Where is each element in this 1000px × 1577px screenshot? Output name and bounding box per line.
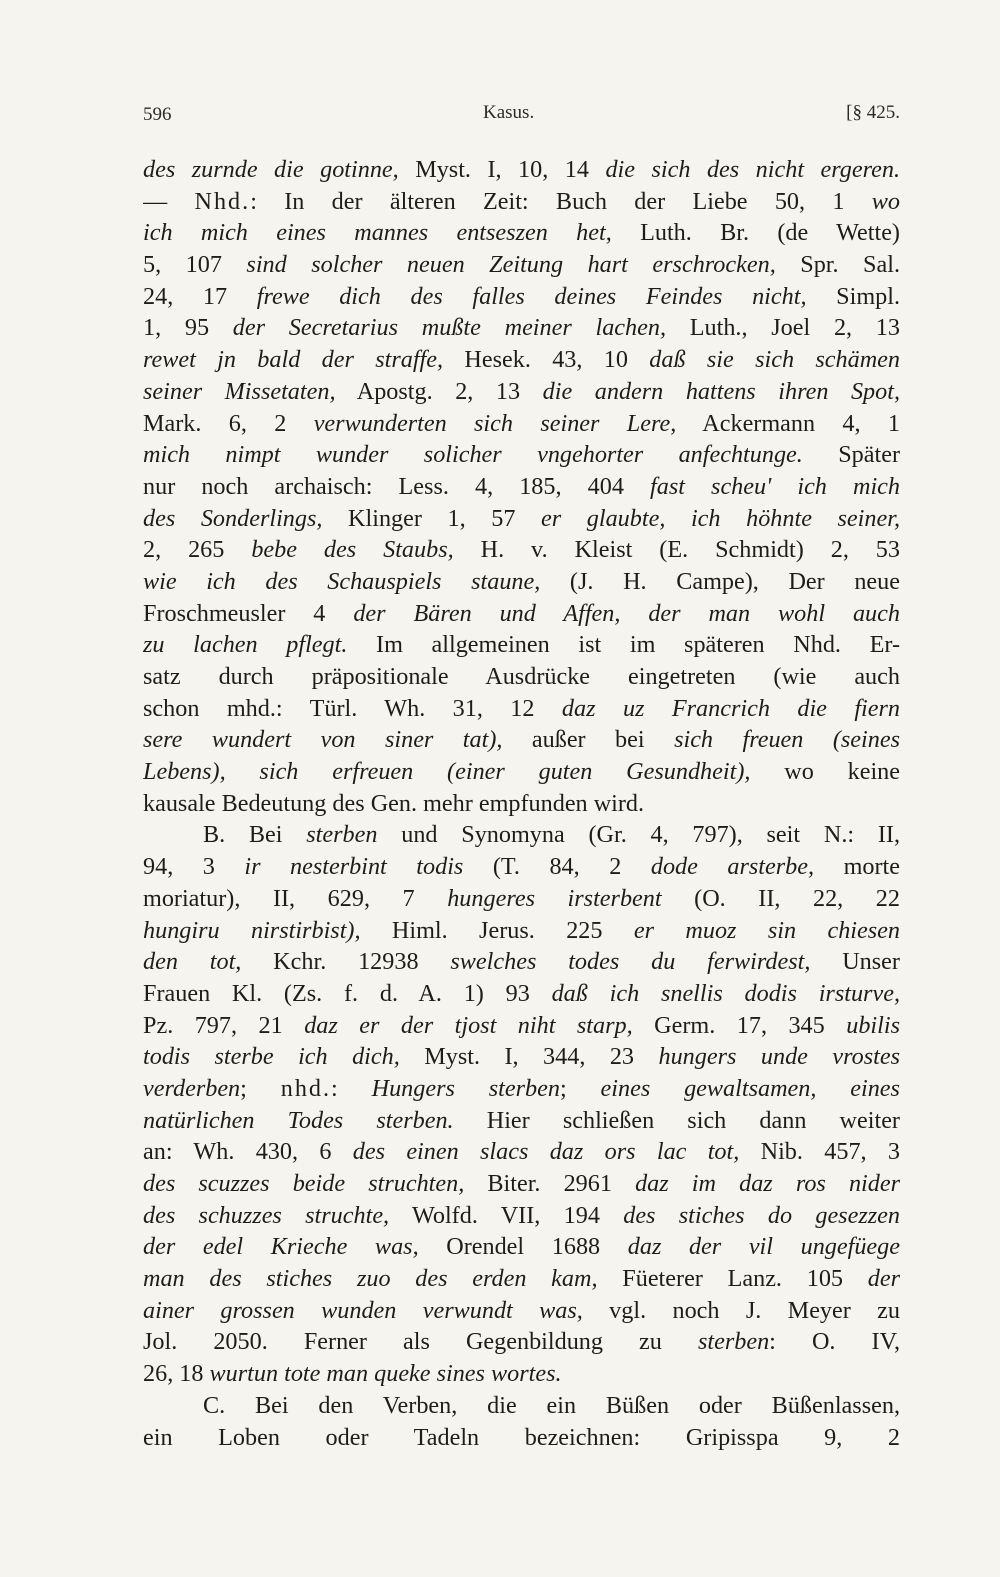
- body-text: [143, 154, 900, 1454]
- italic-segment: die andern hattens ihren Spot,: [542, 377, 900, 405]
- text-segment: Frauen Kl. (Zs. f. d. A. 1) 93: [143, 979, 552, 1007]
- text-line: [143, 1231, 900, 1263]
- text-segment: nur noch archaisch: Less. 4, 185, 404: [143, 472, 650, 500]
- italic-segment: Lebens), sich erfreuen (einer guten Gesundheit),: [143, 758, 751, 786]
- text-segment: vgl. noch J. Meyer zu: [582, 1296, 900, 1324]
- section-marker: [§ 425.: [846, 102, 900, 123]
- text-segment: C. Bei den Verben, die ein Büßen oder Büßenlassen,: [203, 1391, 900, 1419]
- text-segment: : In der älteren Zeit: Buch der Liebe 50, 1: [250, 187, 872, 215]
- italic-segment: Hungers sterben: [371, 1074, 560, 1102]
- text-line: [143, 724, 900, 756]
- text-segment: ;: [559, 1074, 601, 1102]
- text-segment: kausale Bedeutung des Gen. mehr empfunden wird.: [143, 789, 645, 817]
- text-line: [143, 598, 900, 630]
- italic-segment: sind solcher neuen Zeitung hart erschrocken,: [246, 251, 776, 279]
- text-line: [143, 1105, 900, 1137]
- text-line: [143, 1136, 900, 1168]
- italic-segment: er glaubte, ich höhnte seiner,: [541, 504, 900, 532]
- text-line: [143, 946, 900, 978]
- italic-segment: des zurnde die gotinne,: [143, 156, 399, 183]
- text-segment: Später: [802, 441, 900, 469]
- italic-segment: sterben: [306, 821, 378, 849]
- text-segment: Simpl.: [806, 282, 900, 310]
- italic-segment: den tot,: [143, 948, 242, 976]
- text-segment: Nhd.: [194, 187, 251, 215]
- italic-segment: er muoz sin chiesen: [633, 916, 900, 944]
- text-segment: (T. 84, 2: [463, 853, 651, 881]
- italic-segment: der Bären und Affen, der man wohl auch: [353, 599, 900, 627]
- text-segment: B. Bei: [203, 821, 307, 849]
- text-line: [143, 629, 900, 661]
- text-segment: Spr. Sal.: [775, 251, 900, 279]
- text-segment: Orendel 1688: [418, 1233, 628, 1261]
- text-line: [143, 978, 900, 1010]
- text-segment: 5, 107: [143, 251, 247, 279]
- italic-segment: daz im daz ros nider: [635, 1170, 900, 1197]
- text-line: [143, 281, 900, 313]
- text-line: [143, 1041, 900, 1073]
- text-segment: Froschmeusler 4: [143, 599, 354, 627]
- text-segment: wo keine: [750, 758, 900, 786]
- text-segment: Hesek. 43, 10: [443, 346, 650, 374]
- text-segment: schon mhd.: Türl. Wh. 31, 12: [143, 694, 562, 722]
- text-line: [143, 1010, 900, 1042]
- text-line: [143, 661, 900, 693]
- text-segment: nhd.: [280, 1074, 332, 1102]
- italic-segment: daz er der tjost niht starp,: [304, 1011, 633, 1039]
- italic-segment: seiner Missetaten,: [143, 377, 336, 405]
- italic-segment: dode arsterbe,: [650, 853, 815, 881]
- italic-segment: hungeres irsterbent: [447, 884, 662, 912]
- italic-segment: der: [867, 1265, 900, 1293]
- text-line: [143, 249, 900, 281]
- text-segment: Hier schließen sich dann weiter: [453, 1106, 900, 1134]
- text-line: [143, 1326, 900, 1358]
- text-segment: 94, 3: [143, 853, 245, 881]
- text-segment: moriatur), II, 629, 7: [143, 884, 448, 912]
- italic-segment: wo: [871, 187, 900, 215]
- italic-segment: wie ich des Schauspiels staune,: [143, 567, 541, 595]
- text-segment: außer bei: [502, 726, 675, 754]
- text-segment: Jol. 2050. Ferner als Gegenbildung zu: [143, 1328, 698, 1356]
- italic-segment: sich freuen (seines: [674, 726, 900, 754]
- text-segment: 24, 17: [143, 282, 257, 310]
- text-segment: (O. II, 22, 22: [661, 884, 900, 912]
- text-line: [143, 344, 900, 376]
- text-segment: Kchr. 12938: [241, 948, 451, 976]
- text-line: [143, 217, 900, 249]
- italic-segment: der Secretarius mußte meiner lachen,: [232, 314, 667, 342]
- text-segment: Mark. 6, 2: [143, 409, 314, 437]
- running-title: Kasus.: [483, 102, 535, 123]
- text-line: [143, 534, 900, 566]
- text-segment: Unser: [810, 948, 900, 976]
- running-header: [143, 98, 900, 134]
- italic-segment: des einen slacs daz ors lac tot,: [352, 1138, 740, 1166]
- text-line: [143, 915, 900, 947]
- italic-segment: sere wundert von siner tat),: [143, 726, 503, 754]
- italic-segment: wurtun tote man queke sines wortes.: [209, 1360, 562, 1388]
- text-segment: 1, 95: [143, 314, 233, 342]
- text-segment: morte: [814, 853, 900, 881]
- italic-segment: man des stiches zuo des erden kam,: [143, 1265, 598, 1293]
- text-segment: satz durch präpositionale Ausdrücke eingetreten (wie auch: [143, 663, 900, 690]
- text-line: [143, 851, 900, 883]
- text-line: [143, 883, 900, 915]
- italic-segment: ainer grossen wunden verwundt was,: [143, 1296, 583, 1324]
- italic-segment: verderben: [143, 1074, 241, 1102]
- text-line: [143, 408, 900, 440]
- italic-segment: swelches todes du ferwirdest,: [450, 948, 811, 976]
- italic-segment: daß sie sich schämen: [649, 346, 900, 374]
- italic-segment: fast scheu' ich mich: [650, 472, 900, 500]
- text-line: [143, 154, 900, 186]
- text-line: [143, 186, 900, 218]
- text-line: [143, 471, 900, 503]
- text-line: [143, 1263, 900, 1295]
- text-segment: Pz. 797, 21: [143, 1011, 305, 1039]
- text-line: [143, 503, 900, 535]
- text-segment: Luth., Joel 2, 13: [666, 314, 900, 342]
- italic-segment: hungers unde vrostes: [658, 1043, 900, 1071]
- text-line: [143, 1295, 900, 1327]
- italic-segment: eines gewaltsamen, eines: [600, 1074, 900, 1102]
- text-line: [143, 566, 900, 598]
- text-segment: 26, 18: [143, 1360, 210, 1388]
- text-segment: an: Wh. 430, 6: [143, 1138, 353, 1166]
- italic-segment: zu lachen pflegt.: [143, 631, 348, 659]
- text-segment: und Synomyna (Gr. 4, 797), seit N.: II,: [377, 821, 900, 849]
- text-line: [143, 312, 900, 344]
- text-segment: —: [143, 187, 195, 215]
- text-segment: Nib. 457, 3: [739, 1138, 900, 1166]
- text-segment: Biter. 2961: [464, 1170, 636, 1197]
- text-segment: H. v. Kleist (E. Schmidt) 2, 53: [453, 536, 900, 564]
- text-line: [143, 756, 900, 788]
- italic-segment: ir nesterbint todis: [244, 853, 464, 881]
- italic-segment: rewet jn bald der straffe,: [143, 346, 444, 374]
- text-segment: Wolfd. VII, 194: [389, 1201, 624, 1229]
- italic-segment: des schuzzes struchte,: [143, 1201, 390, 1229]
- italic-segment: daß ich snellis dodis irsturve,: [551, 979, 900, 1007]
- italic-segment: todis sterbe ich dich,: [143, 1043, 400, 1071]
- text-line: [143, 1168, 900, 1200]
- italic-segment: hungiru nirstirbist),: [143, 916, 361, 944]
- text-line: [143, 376, 900, 408]
- italic-segment: ubilis: [846, 1011, 900, 1039]
- text-segment: Himl. Jerus. 225: [360, 916, 634, 944]
- italic-segment: bebe des Staubs,: [251, 536, 454, 564]
- text-line: [143, 819, 900, 851]
- text-segment: ein Loben oder Tadeln bezeichnen: Gripisspa 9, 2: [143, 1423, 900, 1451]
- text-segment: Germ. 17, 345: [632, 1011, 847, 1039]
- text-line: [143, 1073, 900, 1105]
- text-segment: : O. IV,: [769, 1328, 900, 1356]
- italic-segment: die sich des nicht ergeren.: [605, 156, 900, 183]
- text-segment: Im allgemeinen ist im späteren Nhd. Er-: [347, 631, 900, 659]
- text-segment: (J. H. Campe), Der neue: [540, 567, 900, 595]
- text-line: [143, 788, 900, 820]
- text-segment: Luth. Br. (de Wette): [611, 219, 900, 247]
- text-line: [143, 693, 900, 725]
- text-segment: Myst. I, 10, 14: [398, 156, 606, 183]
- text-line: [143, 1422, 900, 1454]
- italic-segment: mich nimpt wunder solicher vngehorter anfechtunge.: [143, 441, 803, 469]
- text-segment: Füeterer Lanz. 105: [597, 1265, 868, 1293]
- text-segment: 2, 265: [143, 536, 252, 564]
- text-segment: :: [331, 1074, 372, 1102]
- text-segment: Apostg. 2, 13: [335, 377, 543, 405]
- text-line: [143, 1200, 900, 1232]
- page-number: 596: [143, 104, 172, 125]
- text-line: [143, 439, 900, 471]
- text-segment: Klinger 1, 57: [322, 504, 542, 532]
- text-segment: Myst. I, 344, 23: [399, 1043, 659, 1071]
- italic-segment: daz uz Francrich die fiern: [561, 694, 900, 722]
- italic-segment: daz der vil ungefüege: [627, 1233, 900, 1261]
- italic-segment: der edel Krieche was,: [143, 1233, 419, 1261]
- italic-segment: natürlichen Todes sterben.: [143, 1106, 454, 1134]
- italic-segment: verwunderten sich seiner Lere,: [313, 409, 677, 437]
- italic-segment: des scuzzes beide struchten,: [143, 1170, 465, 1197]
- text-line: [143, 1390, 900, 1422]
- text-segment: ;: [240, 1074, 281, 1102]
- italic-segment: frewe dich des falles deines Feindes nicht,: [256, 282, 807, 310]
- italic-segment: sterben: [697, 1328, 770, 1356]
- text-line: [143, 1358, 900, 1390]
- italic-segment: ich mich eines mannes entseszen het,: [143, 219, 612, 247]
- text-segment: Ackermann 4, 1: [676, 409, 900, 437]
- italic-segment: des Sonderlings,: [143, 504, 323, 532]
- italic-segment: des stiches do gesezzen: [623, 1201, 900, 1229]
